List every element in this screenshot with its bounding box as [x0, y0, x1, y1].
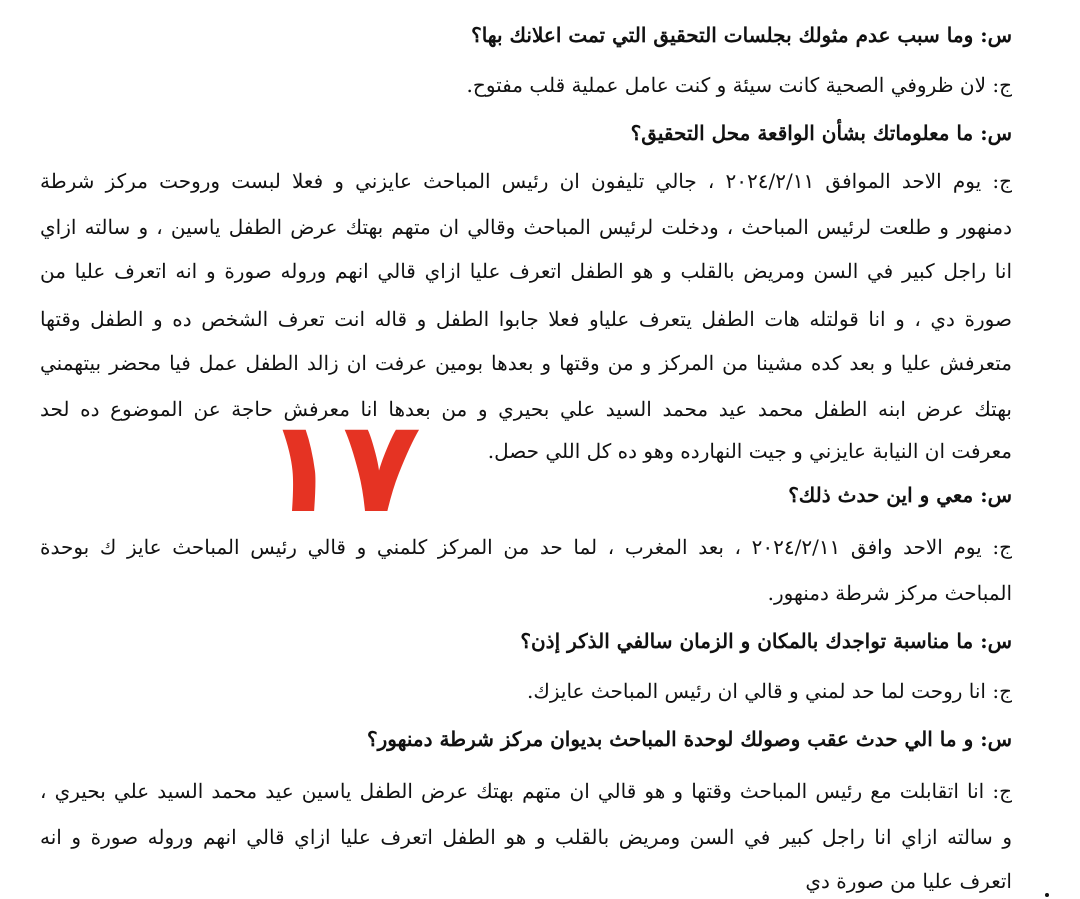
answer-line: المباحث مركز شرطة دمنهور.	[767, 581, 1012, 605]
answer-line: ج: انا روحت لما حد لمني و قالي ان رئيس المباحث عايزك.	[527, 679, 1012, 703]
question-line: س: و ما الي حدث عقب وصولك لوحدة المباحث بديوان مركز شرطة دمنهور؟	[367, 727, 1012, 751]
answer-line: صورة دي ، و انا قولتله هات الطفل يتعرف علياو فعلا جابوا الطفل و قاله انت تعرف الشخص ده و الطفل وقتها	[40, 307, 1012, 331]
scan-mark	[1045, 893, 1049, 897]
answer-line: دمنهور و طلعت لرئيس المباحث ، ودخلت لرئيس المباحث وقالي ان متهم بهتك عرض الطفل ياسين ، و سالته ازاي	[40, 215, 1012, 239]
answer-line: بهتك عرض ابنه الطفل محمد عيد محمد السيد علي بحيري و من بعدها انا معرفش حاجة عن الموضوع ده لحد	[40, 397, 1012, 421]
question-line: س: ما معلوماتك بشأن الواقعة محل التحقيق؟	[630, 121, 1012, 145]
answer-line: و سالته ازاي انا راجل كبير في السن ومريض بالقلب و هو الطفل اتعرف عليا ازاي قالي انهم وروله صورة و انه	[40, 825, 1012, 849]
answer-line: انا راجل كبير في السن ومريض بالقلب و هو الطفل اتعرف عليا ازاي قالي انهم وروله صورة و انه اتعرف عليا من	[40, 259, 1012, 283]
handwritten-page-number: ١٧	[256, 393, 424, 542]
answer-line: ج: يوم الاحد وافق ٢٠٢٤/٢/١١ ، بعد المغرب ، لما حد من المركز كلمني و قالي رئيس المباحث عايز ك بوحدة	[40, 535, 1012, 559]
answer-line: ج: انا اتقابلت مع رئيس المباحث وقتها و هو قالي ان متهم بهتك عرض الطفل ياسين عيد محمد السيد علي بحيري ،	[40, 779, 1012, 803]
answer-line: اتعرف عليا من صورة دي	[805, 869, 1012, 893]
answer-line: متعرفش عليا و بعد كده مشينا من المركز و من وقتها و بعدها بومين عرفت ان زالد الطفل عمل فيا محضر بيتهمني	[40, 351, 1012, 375]
question-line: س: وما سبب عدم مثولك بجلسات التحقيق التي تمت اعلانك بها؟	[471, 23, 1012, 47]
answer-line: معرفت ان النيابة عايزني و جيت النهارده وهو ده كل اللي حصل.	[487, 439, 1012, 463]
question-line: س: ما مناسبة تواجدك بالمكان و الزمان سالفي الذكر إذن؟	[520, 629, 1012, 653]
answer-line: ج: لان ظروفي الصحية كانت سيئة و كنت عامل عملية قلب مفتوح.	[466, 73, 1012, 97]
answer-line: ج: يوم الاحد الموافق ٢٠٢٤/٢/١١ ، جالي تليفون ان رئيس المباحث عايزني و فعلا لبست وروحت مركز شرطة	[40, 169, 1012, 193]
question-line: س: معي و اين حدث ذلك؟	[788, 483, 1012, 507]
